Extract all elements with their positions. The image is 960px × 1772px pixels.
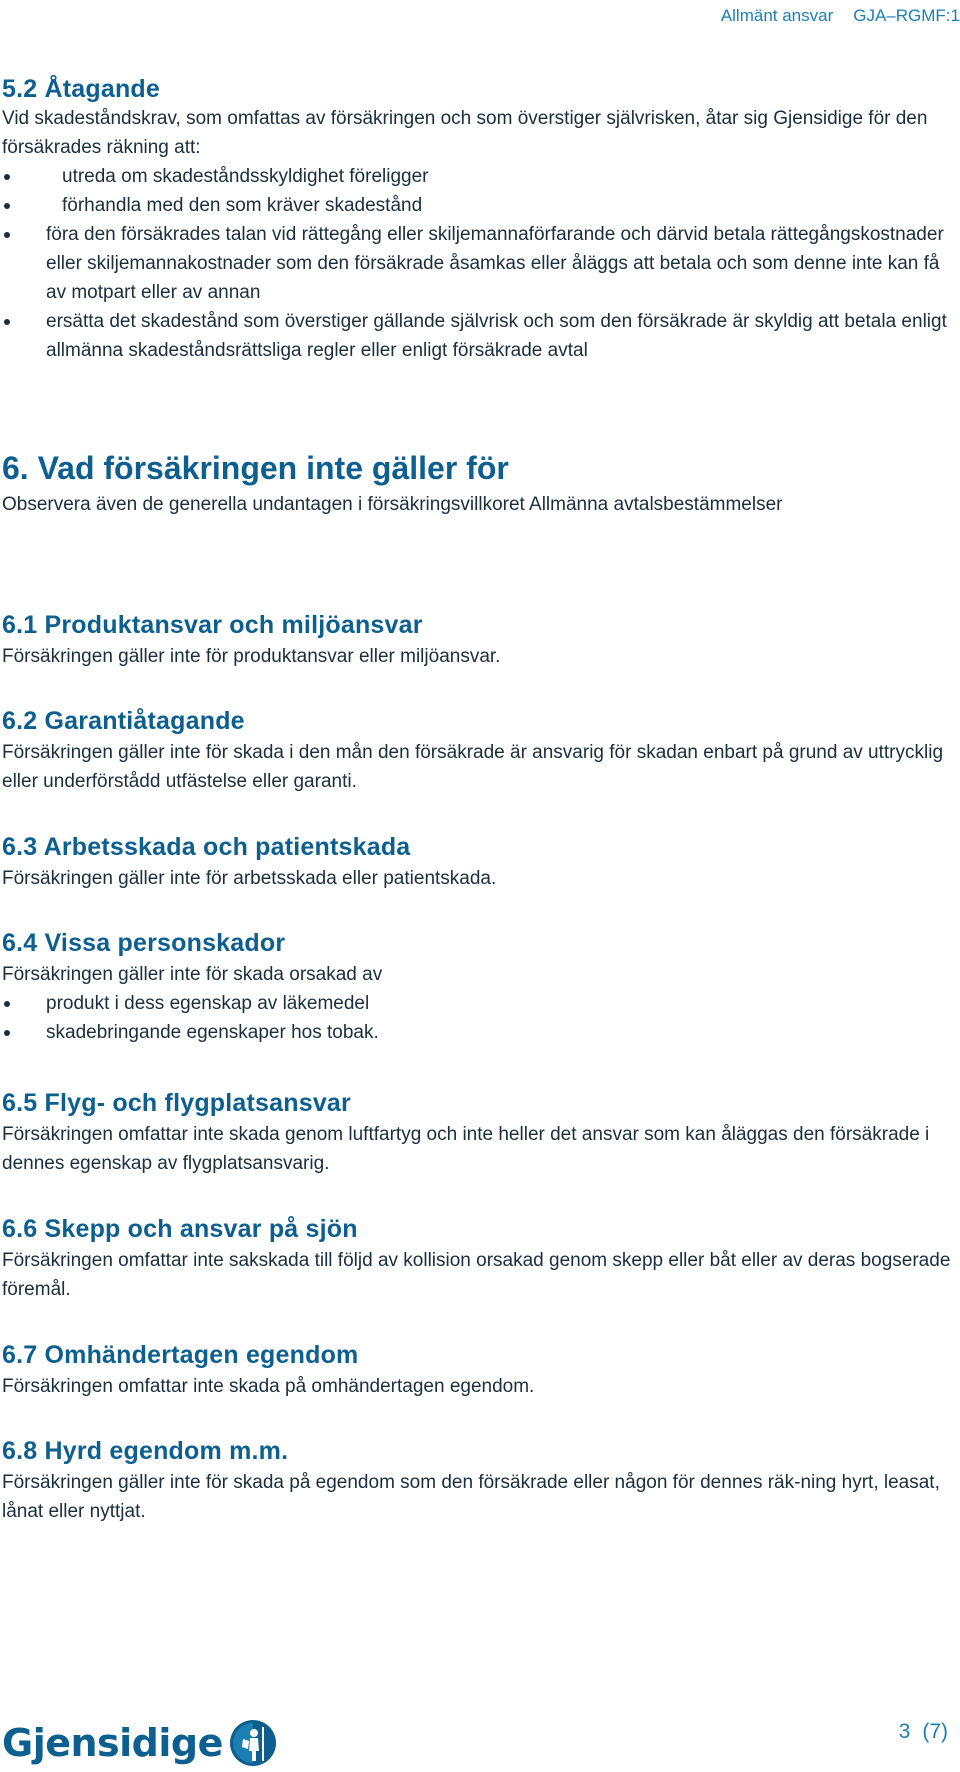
logo-wordmark: Gjensidige: [2, 1721, 223, 1765]
total-pages: (7): [922, 1720, 948, 1743]
section-5-2: [2, 72, 956, 365]
list-item: förhandla med den som kräver skadestånd: [2, 191, 956, 220]
section-text: Försäkringen omfattar inte sakskada till följd av kollision orsakad genom skepp eller båt eller av deras bogserade föremål.: [2, 1250, 951, 1300]
list-item: utreda om skadeståndsskyldighet föreligger: [2, 162, 956, 191]
viking-shield-icon: [229, 1719, 277, 1767]
section-heading: 6.2 Garantiåtagande: [2, 707, 245, 735]
section-heading: 6.6 Skepp och ansvar på sjön: [2, 1215, 358, 1243]
section-heading: 6.4 Vissa personskador: [2, 929, 286, 957]
list-item: föra den försäkrades talan vid rättegång eller skiljemannaförfarande och därvid betala rättegångskostnader eller skiljemannakostnader som den försäkrade åsamkas eller åläggs att betala och som denne inte kan få av motpart eller av annan: [2, 220, 956, 307]
section-6-4: [2, 926, 956, 1047]
section-6-6: [2, 1212, 956, 1304]
document-category: Allmänt ansvar: [720, 6, 834, 25]
list-item: ersätta det skadestånd som överstiger gällande självrisk och som den försäkrade är skyldig att betala enligt allmänna skadeståndsrättsliga regler eller enligt försäkrade avtal: [2, 307, 956, 365]
section-intro: Vid skadeståndskrav, som omfattas av försäkringen och som överstiger självrisken, åtar sig Gjensidige för den försäkrades räkning att:: [2, 108, 928, 158]
section-text: Försäkringen omfattar inte skada på omhändertagen egendom.: [2, 1376, 535, 1397]
section-6-1: [2, 608, 956, 671]
chapter-heading: 6. Vad försäkringen inte gäller för: [2, 450, 509, 486]
section-text: Försäkringen gäller inte för skada på egendom som den försäkrade eller någon för dennes räk-ning hyrt, leasat, lånat eller nyttjat.: [2, 1472, 940, 1522]
section-heading: 5.2 Åtagande: [2, 75, 161, 103]
section-text: Försäkringen gäller inte för produktansvar eller miljöansvar.: [2, 646, 501, 667]
section-heading: 6.1 Produktansvar och miljöansvar: [2, 611, 423, 639]
section-6-5: [2, 1086, 956, 1178]
section-6-3: [2, 830, 956, 893]
current-page: 3: [898, 1720, 911, 1743]
bullet-list: [2, 989, 956, 1047]
document-code: GJA–RGMF:1: [853, 6, 960, 25]
section-text: Försäkringen omfattar inte skada genom luftfartyg och inte heller det ansvar som kan åläggas den försäkrade i dennes egenskap av flygplatsansvarig.: [2, 1124, 930, 1174]
bullet-list: [2, 162, 956, 365]
page-header: [701, 6, 960, 30]
section-6-7: [2, 1338, 956, 1401]
section-text: Försäkringen gäller inte för arbetsskada eller patientskada.: [2, 868, 497, 889]
list-item: produkt i dess egenskap av läkemedel: [2, 989, 956, 1018]
section-intro: Observera även de generella undantagen i försäkringsvillkoret Allmänna avtalsbestämmelser: [2, 494, 783, 515]
section-6-8: [2, 1434, 956, 1526]
section-text: Försäkringen gäller inte för skada orsakad av: [2, 964, 383, 985]
section-heading: 6.3 Arbetsskada och patientskada: [2, 833, 411, 861]
section-heading: 6.7 Omhändertagen egendom: [2, 1341, 359, 1369]
company-logo: [2, 1718, 277, 1768]
section-text: Försäkringen gäller inte för skada i den mån den försäkrade är ansvarig för skadan enbart på grund av uttrycklig eller underförstådd utfästelse eller garanti.: [2, 742, 944, 792]
page-number: [899, 1720, 948, 1744]
section-heading: 6.5 Flyg- och flygplatsansvar: [2, 1089, 351, 1117]
list-item: skadebringande egenskaper hos tobak.: [2, 1018, 956, 1047]
section-6-2: [2, 704, 956, 796]
section-6: [2, 448, 956, 519]
section-heading: 6.8 Hyrd egendom m.m.: [2, 1437, 289, 1465]
